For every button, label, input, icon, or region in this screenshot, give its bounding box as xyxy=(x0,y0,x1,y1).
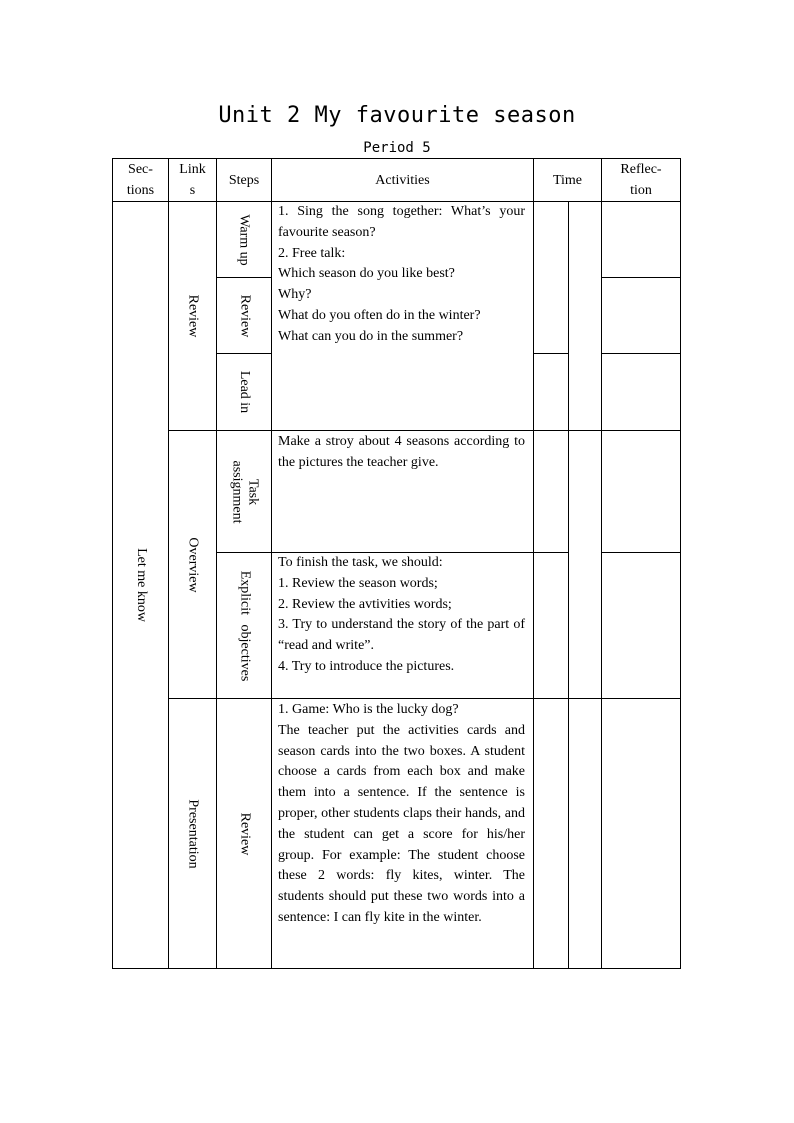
step-cell-explicit-objectives xyxy=(217,553,271,698)
header-links-line2: s xyxy=(189,183,196,198)
activity-line: 2. Free talk: xyxy=(278,245,346,261)
step-label-explicit-objectives: Explicit objectives xyxy=(237,570,252,681)
step-label-lead-in: Lead in xyxy=(237,370,252,414)
activity-line: 3. Try to understand the story of the part of “read and write”. xyxy=(278,617,525,654)
activity-block-warmup xyxy=(278,202,525,348)
header-steps: Steps xyxy=(228,172,260,188)
section-cell xyxy=(113,202,168,968)
header-reflection xyxy=(602,159,680,201)
activity-line: Which season do you like best? xyxy=(278,266,455,282)
section-label: Let me know xyxy=(133,548,149,622)
header-sections xyxy=(113,159,168,201)
header-reflection-line1: Reflec- xyxy=(620,162,662,177)
activity-line: 4. Try to introduce the pictures. xyxy=(278,658,455,674)
step-cell-lead-in xyxy=(217,354,271,430)
document-title: Unit 2 My favourite season xyxy=(218,103,576,128)
header-links xyxy=(169,159,216,201)
step-label-task-assignment xyxy=(228,460,260,523)
step-cell-review-2 xyxy=(217,699,271,968)
link-label-presentation: Presentation xyxy=(185,798,201,869)
period-label: Period 5 xyxy=(363,140,431,156)
step-label-task-line1: Task xyxy=(245,478,260,505)
step-label-warm-up: Warm up xyxy=(236,213,252,266)
link-cell-overview xyxy=(169,431,216,698)
link-label-overview: Overview xyxy=(185,536,201,593)
step-cell-task-assignment xyxy=(217,431,271,552)
step-label-review-2: Review xyxy=(236,812,252,855)
step-label-review: Review xyxy=(236,294,252,337)
header-time: Time xyxy=(552,172,583,188)
link-label-review: Review xyxy=(185,294,201,338)
step-label-task-line2: assignment xyxy=(229,460,244,523)
activity-game-title: 1. Game: Who is the lucky dog? xyxy=(278,702,459,717)
header-sections-line2: tions xyxy=(126,183,155,198)
activity-line: What do you often do in the winter? xyxy=(278,307,481,323)
activity-line: 2. Review the avtivities words; xyxy=(278,596,452,612)
header-sections-line1: Sec- xyxy=(128,162,153,177)
link-cell-presentation xyxy=(169,699,216,968)
step-cell-review xyxy=(217,278,271,353)
activity-line: To finish the task, we should: xyxy=(278,555,443,570)
header-reflection-line2: tion xyxy=(630,183,652,198)
link-cell-review xyxy=(169,202,216,430)
activity-block-objectives xyxy=(278,553,525,678)
activity-block-presentation xyxy=(278,700,525,929)
activity-line: 1. Review the season words; xyxy=(278,575,438,591)
activity-line: 1. Sing the song together: What’s your favourite season? xyxy=(278,204,525,240)
activity-block-task: Make a stroy about 4 seasons according to the pictures the teacher give. xyxy=(278,434,525,470)
header-links-line1: Link xyxy=(179,162,206,177)
activity-game-body: The teacher put the activities cards and season cards into the two boxes. A student choose a cards from each box and make them into a sentence. If the sentence is proper, other students claps their hands, and the student can get a score for his/her group. For example: The student choose these 2 words: fly kites, winter. The students should put these two words into a sentence: I can fly kite in the winter. xyxy=(278,722,525,925)
activity-line: Why? xyxy=(278,287,312,303)
header-activities: Activities xyxy=(375,172,430,188)
activity-line: What can you do in the summer? xyxy=(278,328,464,344)
step-cell-warm-up xyxy=(217,202,271,277)
